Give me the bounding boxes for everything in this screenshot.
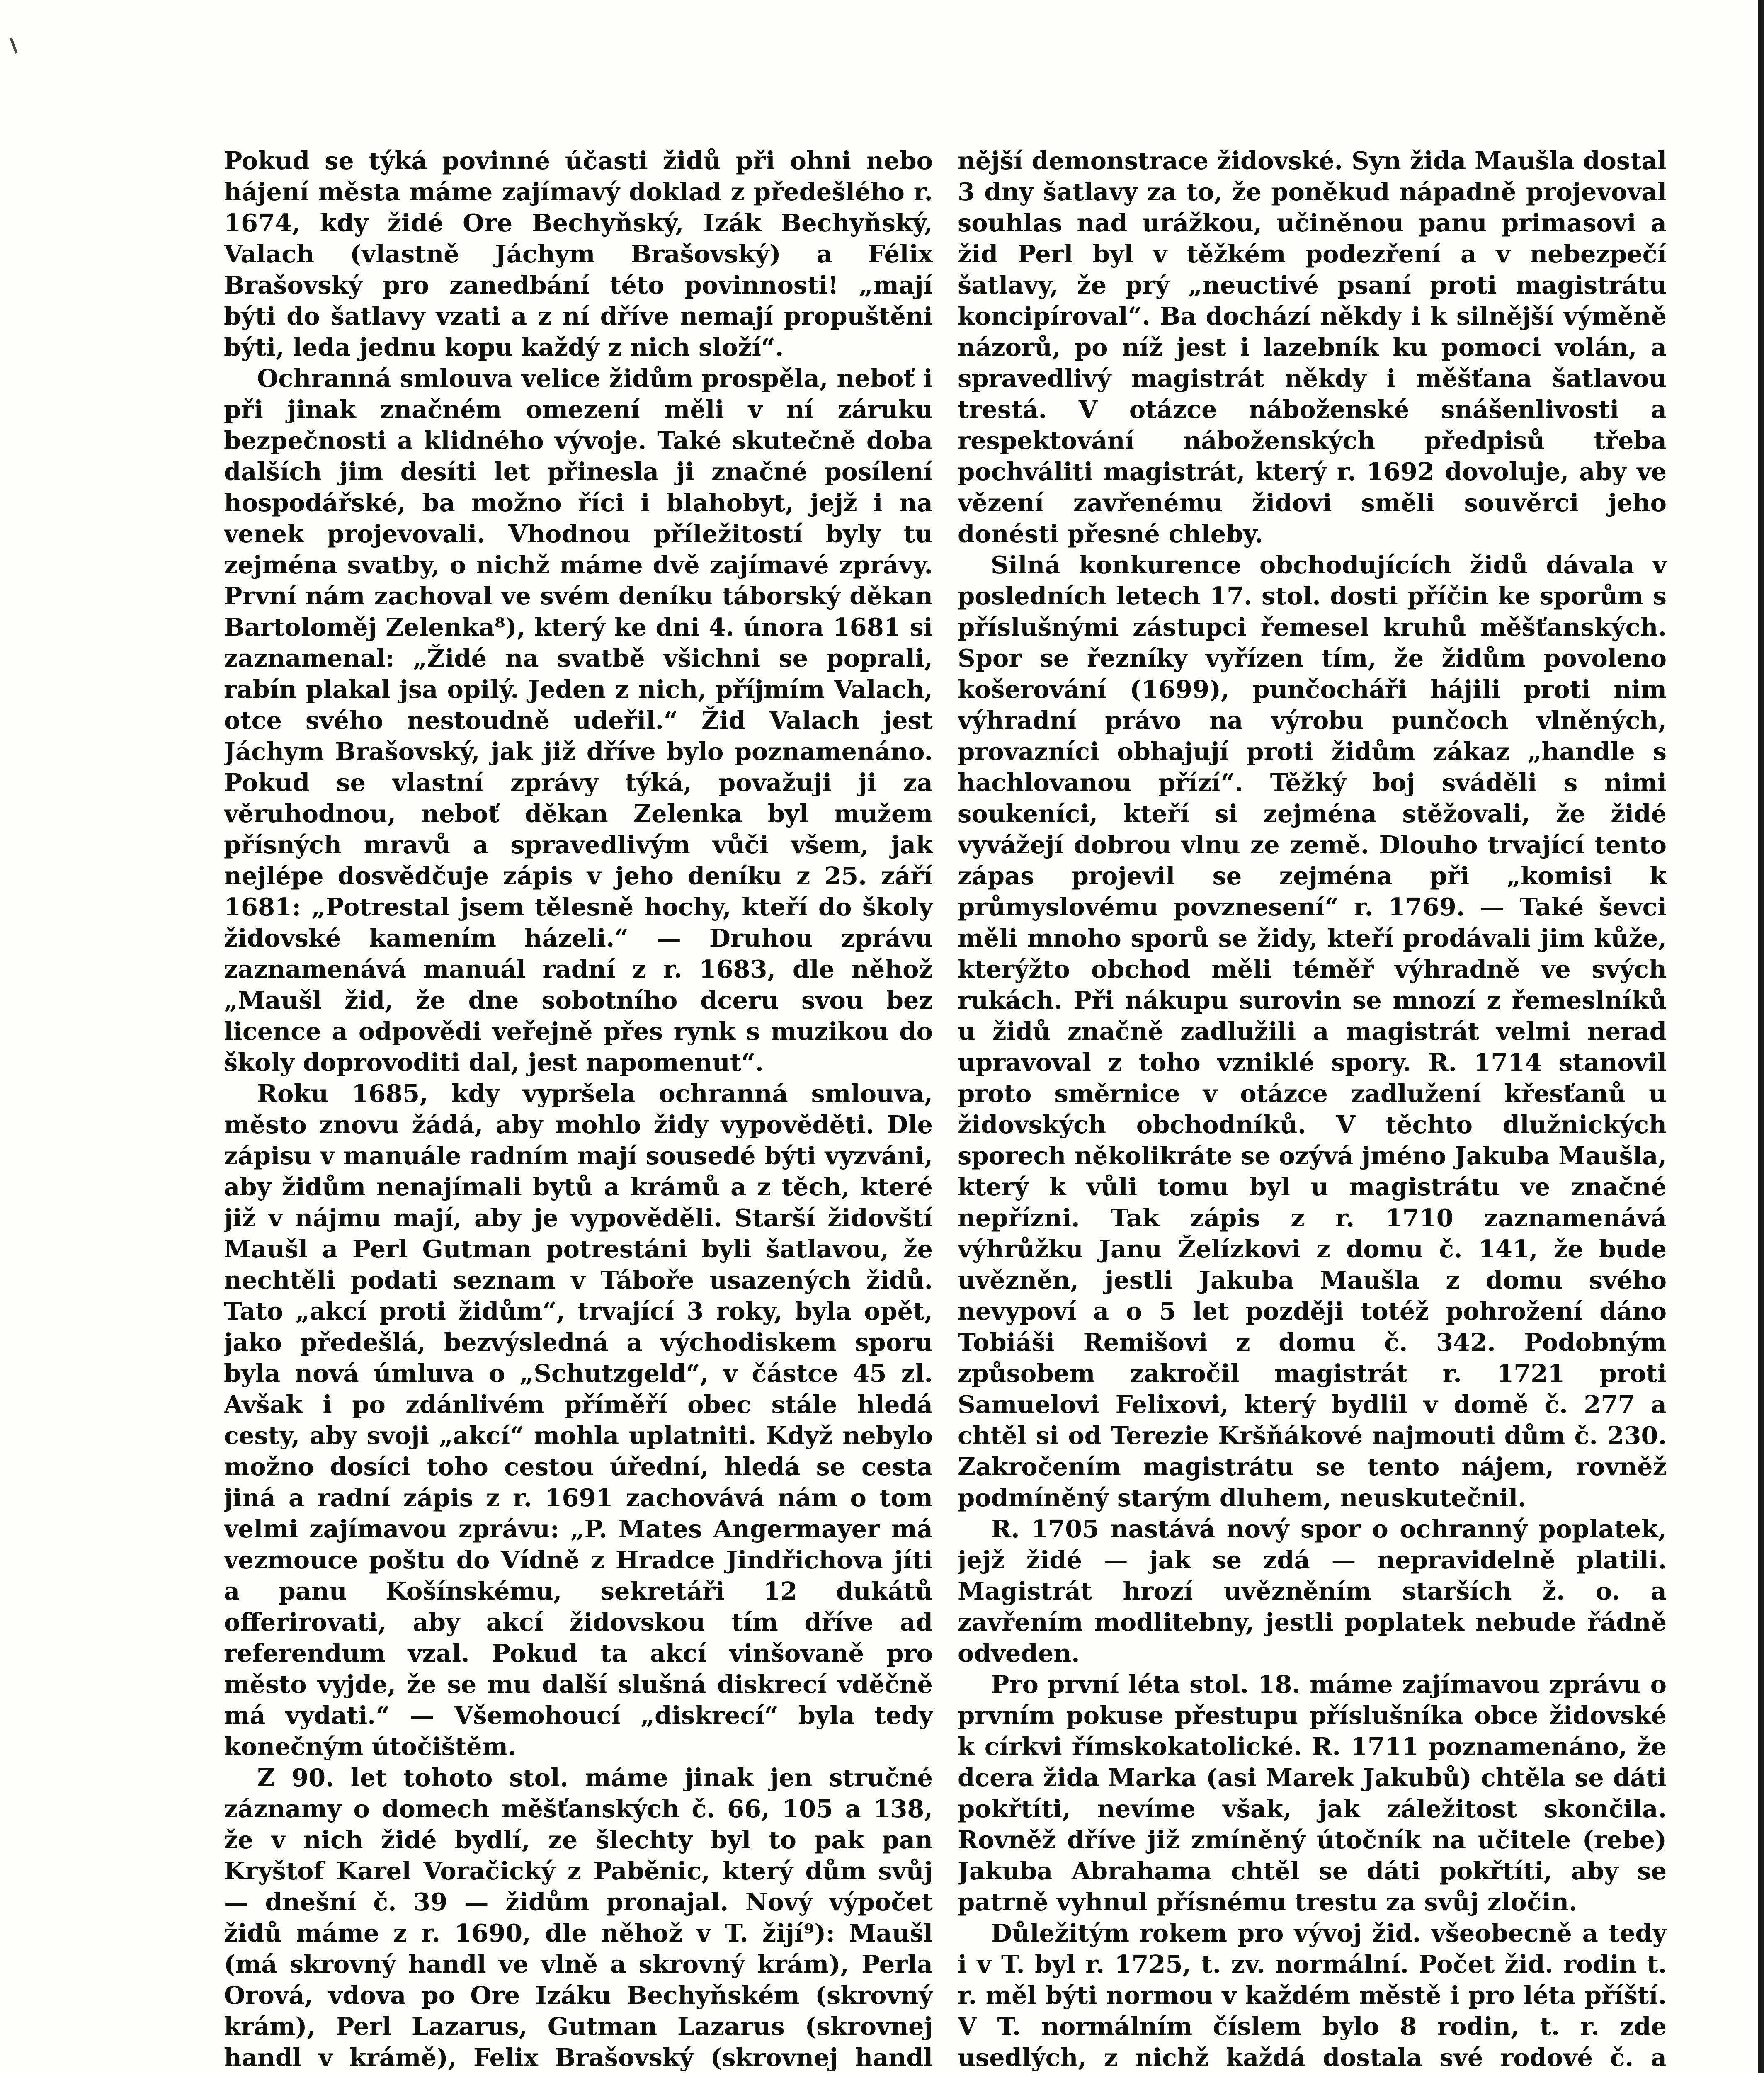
paragraph: Pokud se týká povinné účasti židů při ohni nebo hájení města máme zajímavý doklad z předešlého r. 1674, kdy židé Ore Bechyňský, Izák Bechyňský, Valach (vlastně Jáchym Brašovský) a Félix Brašovský pro zanedbání této povinnosti! „mají býti do šatlavy vzati a z ní dříve nemají propuštěni býti, leda jednu kopu každý z nich složí“. (224, 146, 933, 362)
right-column (958, 145, 1667, 2073)
paragraph: R. 1705 nastává nový spor o ochranný poplatek, jejž židé — jak se zdá — nepravidelně platili. Magistrát hrozí uvězněním starších ž. o. a zavřením modlitebny, jestli poplatek nebude řádně odveden. (958, 1515, 1667, 1668)
paragraph: Roku 1685, kdy vypršela ochranná smlouva, město znovu žádá, aby mohlo židy vypověděti. Dle zápisu v manuále radním mají sousedé býti vyzváni, aby židům nenajímali bytů a krámů a z těch, které již v nájmu mají, aby je vypověděli. Starší židovští Maušl a Perl Gutman potrestáni byli šatlavou, že nechtěli podati seznam v Táboře usazených židů. Tato „akcí proti židům“, trvající 3 roky, byla opět, jako předešlá, bezvýsledná a východiskem sporu byla nová úmluva o „Schutzgeld“, v částce 45 zl. Avšak i po zdánlivém příměří obec stále hledá cesty, aby svoji „akcí“ mohla uplatniti. Když nebylo možno dosíci toho cestou úřední, hledá se cesta jiná a radní zápis z r. 1691 zachovává nám o tom velmi zajímavou zprávu: „P. Mates Angermayer má vezmouce poštu do Vídně z Hradce Jindřichova jíti a panu Košínskému, sekretáři 12 dukátů offerirovati, aby akcí židovskou tím dříve ad referendum vzal. Pokud ta akcí vinšovaně pro město vyjde, že se mu další slušná diskrecí vděčně má vydati.“ — Všemohoucí „diskrecí“ byla tedy konečným útočištěm. (224, 1079, 933, 1761)
paragraph: nější demonstrace židovské. Syn žida Maušla dostal 3 dny šatlavy za to, že poněkud nápadně projevoval souhlas nad urážkou, učiněnou panu primasovi a žid Perl byl v těžkém podezření a v nebezpečí šatlavy, že prý „neuctivé psaní proti magistrátu koncipíroval“. Ba dochází někdy i k silnější výměně názorů, po níž jest i lazebník ku pomoci volán, a spravedlivý magistrát někdy i měšťana šatlavou trestá. V otázce náboženské snášenlivosti a respektování náboženských předpisů třeba pochváliti magistrát, který r. 1692 dovoluje, aby ve vězení zavřenému židovi směli souvěrci jeho donésti přesné chleby. (958, 146, 1667, 548)
paragraph: Z 90. let tohoto stol. máme jinak jen stručné záznamy o domech měšťanských č. 66, 105 a 138, že v nich židé bydlí, ze šlechty byl to pak pan Kryštof Karel Voračický z Paběnic, který dům svůj — dnešní č. 39 — židům pronajal. Nový výpočet židů máme z r. 1690, dle něhož v T. žijí⁹): Maušl (má skrovný handl ve vlně a skrovný krám), Perla Orová, vdova po Ore Izáku Bechyňském (skrovný krám), Perl Lazarus, Gutman Lazarus (skrovnej handl v krámě), Felix Brašovský (skrovnej handl (224, 1763, 933, 2072)
scan-edge (1758, 0, 1764, 2073)
paragraph: Ochranná smlouva velice židům prospěla, neboť i při jinak značném omezení měli v ní záruku bezpečnosti a klidného vývoje. Také skutečně doba dalších jim desíti let přinesla ji značné posílení hospodářské, ba možno říci i blahobyt, jejž i na venek projevovali. Vhodnou příležitostí byly tu zejména svatby, o nichž máme dvě zajímavé zprávy. První nám zachoval ve svém deníku táborský děkan Bartoloměj Zelenka⁸), který ke dni 4. února 1681 si zaznamenal: „Židé na svatbě všichni se poprali, rabín plakal jsa opilý. Jeden z nich, příjmím Valach, otce svého nestoudně udeřil.“ Žid Valach jest Jáchym Brašovský, jak již dříve bylo poznamenáno. Pokud se vlastní zprávy týká, považuji ji za věruhodnou, neboť děkan Zelenka byl mužem přísných mravů a spravedlivým vůči všem, jak nejlépe dosvědčuje zápis v jeho deníku z 25. září 1681: „Potrestal jsem tělesně hochy, kteří do školy židovské kamením házeli.“ — Druhou zprávu zaznamenává manuál radní z r. 1683, dle něhož „Maušl žid, že dne sobotního dceru svou bez licence a odpovědi veřejně přes rynk s muzikou do školy doprovoditi dal, jest napomenut“. (224, 364, 933, 1077)
paragraph: Důležitým rokem pro vývoj žid. všeobecně a tedy i v T. byl r. 1725, t. zv. normální. Počet žid. rodin t. r. měl býti normou v každém městě i pro léta příští. V T. normálním číslem bylo 8 rodin, t. r. zde usedlých, z nichž každá dostala své rodové č. a (958, 1919, 1667, 2072)
paragraph: Pro první léta stol. 18. máme zajímavou zprávu o prvním pokuse přestupu příslušníka obce židovské k církvi římskokatolické. R. 1711 poznamenáno, že dcera žida Marka (asi Marek Jakubů) chtěla se dáti pokřtíti, nevíme však, jak záležitost skončila. Rovněž dříve již zmíněný útočník na učitele (rebe) Jakuba Abrahama chtěl se dáti pokřtíti, aby se patrně vyhnul přísnému trestu za svůj zločin. (958, 1670, 1667, 1916)
left-column (224, 145, 933, 2073)
scan-speck (10, 37, 17, 54)
paragraph: Silná konkurence obchodujících židů dávala v posledních letech 17. stol. dosti příčin ke sporům s příslušnými zástupci řemesel kruhů měšťanských. Spor se řezníky vyřízen tím, že židům povoleno košerování (1699), punčocháři hájili proti nim výhradní právo na výrobu punčoch vlněných, provazníci obhajují proti židům zákaz „handle s hachlovanou přízí“. Těžký boj sváděli s nimi soukeníci, kteří si zejména stěžovali, že židé vyvážejí dobrou vlnu ze země. Dlouho trvající tento zápas projevil se zejména při „komisi k průmyslovému povznesení“ r. 1769. — Také ševci měli mnoho sporů se židy, kteří prodávali jim kůže, kterýžto obchod měli téměř výhradně ve svých rukách. Při nákupu surovin se mnozí z řemeslníků u židů značně zadlužili a magistrát velmi nerad upravoval z toho vzniklé spory. R. 1714 stanovil proto směrnice v otázce zadlužení křesťanů u židovských obchodníků. V těchto dlužnických sporech několikráte se ozývá jméno Jakuba Maušla, který k vůli tomu byl u magistrátu ve značné nepřízni. Tak zápis z r. 1710 zaznamenává výhrůžku Janu Želízkovi z domu č. 141, že bude uvězněn, jestli Jakuba Maušla z domu svého nevypoví a o 5 let později totéž pohrožení dáno Tobiáši Remišovi z domu č. 342. Podobným způsobem zakročil magistrát r. 1721 proti Samuelovi Felixovi, který bydlil v domě č. 277 a chtěl si od Terezie Kršňákové najmouti dům č. 230. Zakročením magistrátu se tento nájem, rovněž podmíněný starým dluhem, neuskutečnil. (958, 551, 1667, 1512)
